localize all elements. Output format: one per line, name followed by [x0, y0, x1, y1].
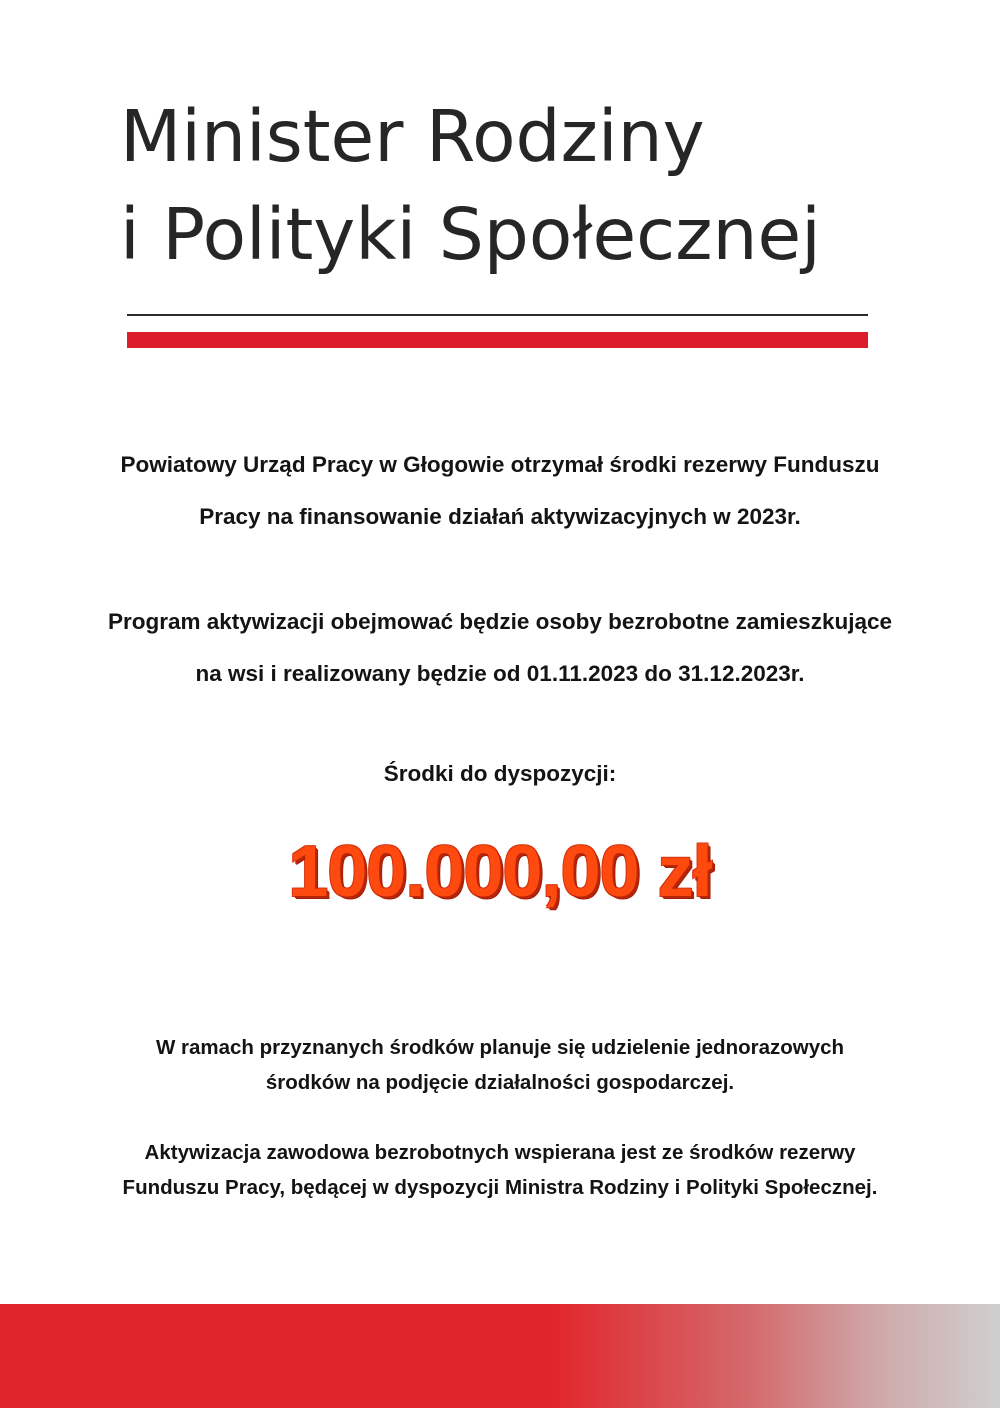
logo-thin-rule	[127, 314, 868, 316]
program-paragraph	[0, 596, 1000, 700]
funds-amount: 100.000,00 zł	[288, 832, 712, 912]
intro-paragraph	[0, 439, 1000, 543]
ministry-logo	[120, 88, 880, 284]
program-line-1: Program aktywizacji obejmować będzie osoby bezrobotne zamieszkujące	[108, 609, 892, 634]
support-line-1: Aktywizacja zawodowa bezrobotnych wspierana jest ze środków rezerwy	[144, 1141, 856, 1164]
support-paragraph	[0, 1135, 1000, 1205]
intro-line-1: Powiatowy Urząd Pracy w Głogowie otrzymał środki rezerwy Funduszu	[120, 452, 880, 477]
plan-line-2: środków na podjęcie działalności gospodarczej.	[265, 1071, 735, 1094]
logo-text-line-2: i Polityki Społecznej	[120, 193, 821, 276]
funds-label: Środki do dyspozycji:	[383, 761, 617, 786]
plan-paragraph	[0, 1030, 1000, 1100]
footer-red-band	[0, 1304, 1000, 1408]
support-line-2: Funduszu Pracy, będącej w dyspozycji Ministra Rodziny i Polityki Społecznej.	[122, 1176, 878, 1199]
program-line-2: na wsi i realizowany będzie od 01.11.2023 do 31.12.2023r.	[195, 661, 805, 686]
intro-line-2: Pracy na finansowanie działań aktywizacyjnych w 2023r.	[199, 504, 801, 529]
plan-line-1: W ramach przyznanych środków planuje się udzielenie jednorazowych	[155, 1036, 845, 1059]
logo-text-line-1: Minister Rodziny	[120, 95, 705, 178]
logo-red-bar	[127, 332, 868, 348]
